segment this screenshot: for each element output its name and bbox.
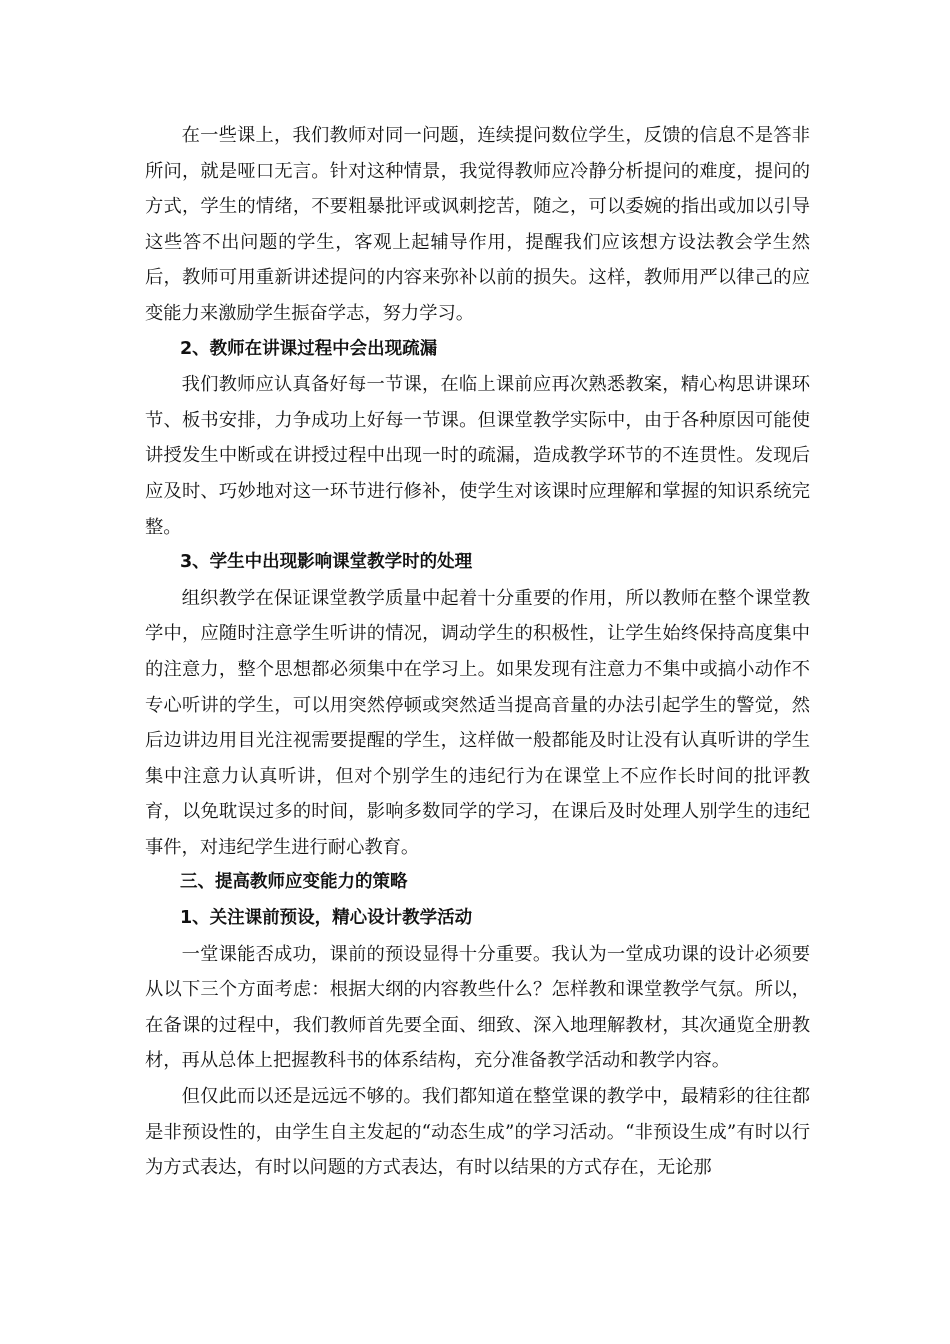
paragraph: 但仅此而以还是远远不够的。我们都知道在整堂课的教学中，最精彩的往往都是非预设性的，由学生自主发起的“动态生成”的学习活动。“非预设生成”有时以行为方式表达，有时以问题的方式表达，有时以结果的方式存在，无论那 <box>145 1086 810 1179</box>
chapter-heading: 三、提高教师应变能力的策略 <box>180 872 408 893</box>
section-heading: 1、关注课前预设，精心设计教学活动 <box>180 908 473 929</box>
paragraph: 组织教学在保证课堂教学质量中起着十分重要的作用，所以教师在整个课堂教学中，应随时注意学生听讲的情况，调动学生的积极性，让学生始终保持高度集中的注意力，整个思想都必须集中在学习上。如果发现有注意力不集中或搞小动作不专心听讲的学生，可以用突然停顿或突然适当提高音量的办法引起学生的警觉，然后边讲边用目光注视需要提醒的学生，这样做一般都能及时让没有认真听讲的学生集中注意力认真听讲，但对个别学生的违纪行为在课堂上不应作长时间的批评教育，以免耽误过多的时间，影响多数同学的学习，在课后及时处理人别学生的违纪事件，对违纪学生进行耐心教育。 <box>145 587 810 858</box>
document-body <box>145 118 810 1186</box>
paragraph: 我们教师应认真备好每一节课，在临上课前应再次熟悉教案，精心构思讲课环节、板书安排，力争成功上好每一节课。但课堂教学实际中，由于各种原因可能使讲授发生中断或在讲授过程中出现一时的疏漏，造成教学环节的不连贯性。发现后应及时、巧妙地对这一环节进行修补，使学生对该课时应理解和掌握的知识系统完整。 <box>145 374 810 538</box>
section-heading: 2、教师在讲课过程中会出现疏漏 <box>180 338 438 359</box>
section-heading: 3、学生中出现影响课堂教学时的处理 <box>180 552 473 573</box>
paragraph: 一堂课能否成功，课前的预设显得十分重要。我认为一堂成功课的设计必须要从以下三个方面考虑：根据大纲的内容教些什么？怎样教和课堂教学气氛。所以，在备课的过程中，我们教师首先要全面、细致、深入地理解教材，其次通览全册教材，再从总体上把握教科书的体系结构，充分准备教学活动和教学内容。 <box>145 943 810 1072</box>
paragraph: 在一些课上，我们教师对同一问题，连续提问数位学生，反馈的信息不是答非所问，就是哑口无言。针对这种情景，我觉得教师应冷静分析提问的难度，提问的方式，学生的情绪，不要粗暴批评或讽刺挖苦，随之，可以委婉的指出或加以引导这些答不出问题的学生，客观上起辅导作用，提醒我们应该想方设法教会学生然后，教师可用重新讲述提问的内容来弥补以前的损失。这样，教师用严以律己的应变能力来激励学生振奋学志，努力学习。 <box>145 125 810 324</box>
